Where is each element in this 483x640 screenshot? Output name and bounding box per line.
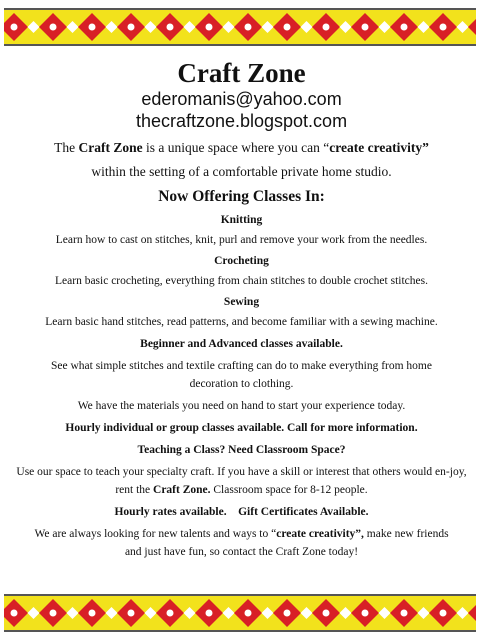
diamond-pattern-bottom (4, 596, 476, 630)
levels-note: Beginner and Advanced classes available. (140, 338, 343, 350)
closing-paragraph (30, 525, 453, 561)
white-dot-shape (323, 610, 330, 617)
closing-quote: create creativity”, (276, 528, 364, 540)
white-diamond-shape (223, 607, 235, 619)
diamond-pattern-top (4, 10, 476, 44)
white-diamond-shape (340, 607, 352, 619)
white-dot-shape (362, 24, 369, 31)
textile-paragraph: See what simple stitches and textile crafting can do to make everything from home decoration to clothing. (51, 360, 432, 390)
white-diamond-shape (184, 607, 196, 619)
white-dot-shape (440, 610, 447, 617)
class-desc-knitting: Learn how to cast on stitches, knit, purl and remove your work from the needles. (55, 234, 428, 246)
offering-heading: Now Offering Classes In: (158, 188, 325, 205)
white-diamond-shape (262, 21, 274, 33)
white-diamond-shape (301, 607, 313, 619)
white-diamond-shape (379, 607, 391, 619)
white-dot-shape (284, 610, 291, 617)
white-dot-shape (206, 610, 213, 617)
white-diamond-shape (106, 21, 118, 33)
top-decorative-border (4, 8, 476, 46)
intro-brand: Craft Zone (78, 140, 143, 155)
white-dot-shape (50, 24, 57, 31)
white-diamond-shape (145, 21, 157, 33)
class-desc-crocheting: Learn basic crocheting, everything from chain stitches to double crochet stitches. (55, 275, 428, 287)
bottom-decorative-border (4, 594, 476, 632)
white-dot-shape (245, 610, 252, 617)
white-dot-shape (167, 610, 174, 617)
intro-pre: The (54, 140, 79, 155)
white-diamond-shape (301, 21, 313, 33)
white-dot-shape (167, 24, 174, 31)
flyer-content (0, 58, 483, 561)
teaching-pre: Use our space to teach your specialty craft. If you have a skill or interest that others would en-joy, rent the (16, 466, 467, 496)
white-diamond-shape (145, 607, 157, 619)
white-diamond-shape (67, 21, 79, 33)
white-diamond-shape (28, 21, 40, 33)
white-diamond-shape (418, 21, 430, 33)
class-name-sewing: Sewing (223, 296, 260, 308)
email-address: ederomanis@yahoo.com (141, 89, 342, 109)
intro-quote: create creativity” (329, 140, 429, 155)
closing-post: make new friends and just have fun, so contact the Craft Zone today! (124, 528, 449, 558)
white-dot-shape (128, 24, 135, 31)
website-address: thecraftzone.blogspot.com (135, 111, 348, 131)
page-title: Craft Zone (177, 58, 306, 88)
white-dot-shape (362, 610, 369, 617)
class-desc-sewing: Learn basic hand stitches, read patterns, and become familiar with a sewing machine. (45, 316, 438, 328)
white-dot-shape (128, 610, 135, 617)
white-dot-shape (284, 24, 291, 31)
white-dot-shape (11, 24, 18, 31)
white-diamond-shape (67, 607, 79, 619)
intro-line2: within the setting of a comfortable private home studio. (91, 164, 392, 179)
intro-mid: is a unique space where you can “ (142, 140, 330, 155)
white-diamond-shape (28, 607, 40, 619)
rates-line (0, 503, 483, 521)
white-dot-shape (401, 24, 408, 31)
class-name-crocheting: Crocheting (214, 255, 269, 267)
white-dot-shape (50, 610, 57, 617)
hourly-rates-note: Hourly rates available. (114, 506, 227, 518)
teaching-brand: Craft Zone. (153, 484, 211, 496)
white-diamond-shape (340, 21, 352, 33)
white-diamond-shape (106, 607, 118, 619)
red-diamond-shape (468, 599, 476, 627)
white-dot-shape (11, 610, 18, 617)
teaching-post: Classroom space for 8-12 people. (210, 484, 368, 496)
white-dot-shape (89, 24, 96, 31)
teaching-heading: Teaching a Class? Need Classroom Space? (137, 444, 346, 456)
red-diamond-shape (468, 13, 476, 41)
white-dot-shape (323, 24, 330, 31)
white-diamond-shape (223, 21, 235, 33)
white-dot-shape (401, 610, 408, 617)
white-diamond-shape (184, 21, 196, 33)
white-dot-shape (89, 610, 96, 617)
white-diamond-shape (457, 607, 469, 619)
class-name-knitting: Knitting (220, 214, 263, 226)
white-diamond-shape (262, 607, 274, 619)
hourly-classes-note: Hourly individual or group classes available. Call for more information. (65, 422, 418, 434)
white-dot-shape (245, 24, 252, 31)
white-dot-shape (440, 24, 447, 31)
white-diamond-shape (457, 21, 469, 33)
intro-paragraph (18, 136, 465, 184)
gift-certificates-note: Gift Certificates Available. (238, 506, 369, 518)
white-diamond-shape (418, 607, 430, 619)
closing-pre: We are always looking for new talents and ways to “ (34, 528, 277, 540)
materials-paragraph: We have the materials you need on hand to start your experience today. (77, 400, 406, 412)
white-dot-shape (206, 24, 213, 31)
white-diamond-shape (379, 21, 391, 33)
teaching-paragraph (10, 463, 473, 499)
